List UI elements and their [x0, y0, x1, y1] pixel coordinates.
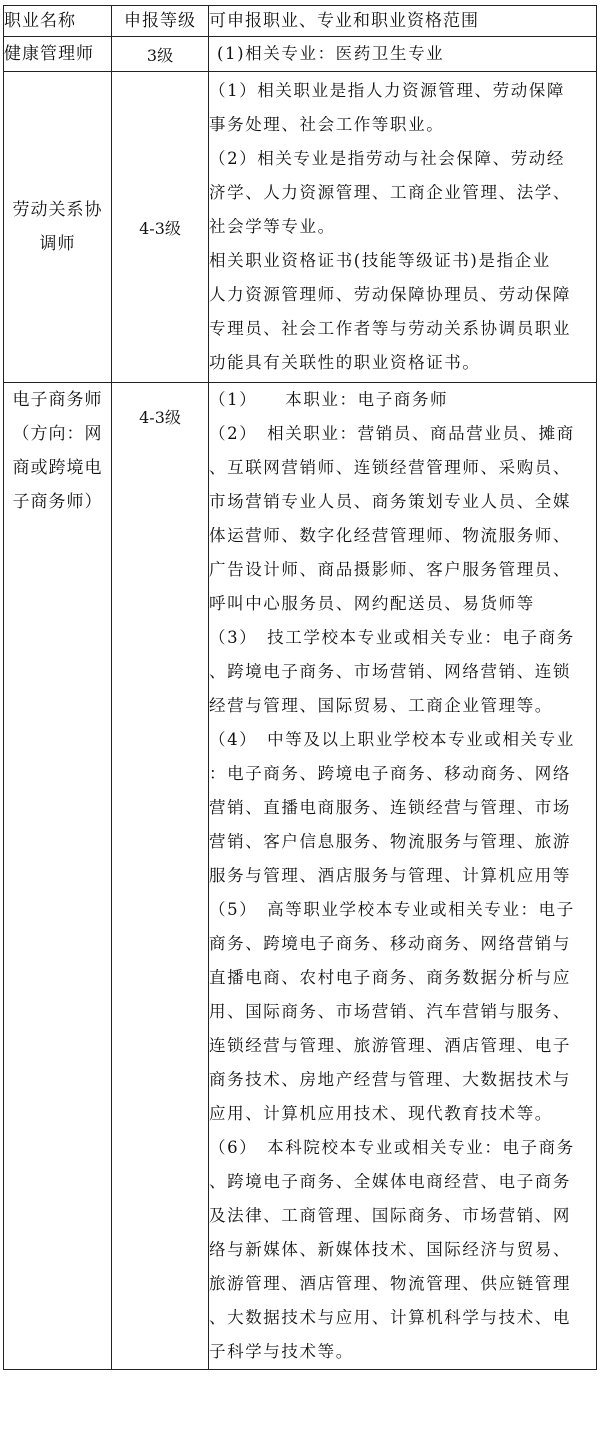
scope-line: （1） 本职业：电子商务师 [209, 390, 449, 409]
table-row [4, 37, 597, 72]
scope-line: ：电子商务、跨境电子商务、移动商务、网络 [209, 764, 571, 783]
scope-line: 社会学等专业。 [209, 217, 336, 236]
scope-line: 旅游管理、酒店管理、物流管理、供应链管理 [209, 1274, 571, 1293]
occupation-name-line: 子商务师） [12, 492, 103, 512]
scope-line: 市场营销专业人员、商务策划专业人员、全媒 [209, 492, 571, 511]
scope-line: 人力资源管理师、劳动保障协理员、劳动保障 [209, 285, 571, 304]
scope-line: 服务与管理、酒店服务与管理、计算机应用等 [209, 866, 571, 885]
scope-line: 、互联网营销师、连锁经营管理师、采购员、 [209, 458, 571, 477]
occupation-name-line: 劳动关系协 [12, 200, 103, 220]
level-cell: 4-3级 [112, 383, 209, 1370]
scope-line: 子科学与技术等。 [209, 1342, 354, 1361]
level-cell: 4-3级 [112, 72, 209, 383]
scope-line: （5） 高等职业学校本专业或相关专业：电子 [209, 900, 575, 919]
scope-line: 事务处理、社会工作等职业。 [209, 115, 445, 134]
scope-line: （2） 相关职业：营销员、商品营业员、摊商 [209, 424, 575, 443]
header-occupation-name: 职业名称 [4, 6, 112, 37]
scope-line: 体运营师、数字化经营管理师、物流服务师、 [209, 526, 571, 545]
scope-line: 直播电商、农村电子商务、商务数据分析与应 [209, 968, 571, 987]
scope-line: 、跨境电子商务、市场营销、网络营销、连锁 [209, 662, 571, 681]
scope-line: 专理员、社会工作者等与劳动关系协调员职业 [209, 319, 571, 338]
scope-line: 呼叫中心服务员、网约配送员、易货师等 [209, 594, 535, 613]
occupation-name-line: 电子商务师 [12, 390, 103, 410]
scope-line: 连锁经营与管理、旅游管理、酒店管理、电子 [209, 1036, 571, 1055]
scope-line: 经营与管理、国际贸易、工商企业管理等。 [209, 696, 553, 715]
occupation-name-line: （方向：网 [12, 424, 103, 444]
occupation-name-line: 商或跨境电 [12, 458, 103, 478]
occupation-name-line: 健康管理师 [4, 44, 94, 64]
scope-line: 用、国际商务、市场营销、汽车营销与服务、 [209, 1002, 571, 1021]
scope-line: 、跨境电子商务、全媒体电商经营、电子商务 [209, 1172, 571, 1191]
occupation-name-cell [4, 383, 112, 1370]
level-cell: 3级 [112, 37, 209, 72]
scope-line: 营销、直播电商服务、连锁经营与管理、市场 [209, 798, 571, 817]
scope-line: （6） 本科院校本专业或相关专业：电子商务 [209, 1138, 575, 1157]
scope-line: （2）相关专业是指劳动与社会保障、劳动经 [209, 149, 565, 168]
scope-line: 广告设计师、商品摄影师、客户服务管理员、 [209, 560, 571, 579]
occupation-name-cell [4, 72, 112, 383]
header-scope: 可申报职业、专业和职业资格范围 [209, 6, 597, 37]
table-row [4, 383, 597, 1370]
table-row [4, 72, 597, 383]
scope-line: 应用、计算机应用技术、现代教育技术等。 [209, 1104, 553, 1123]
scope-cell [209, 383, 597, 1370]
scope-line: 商务、跨境电子商务、移动商务、网络营销与 [209, 934, 571, 953]
scope-line: 及法律、工商管理、国际商务、市场营销、网 [209, 1206, 571, 1225]
scope-line: 营销、客户信息服务、物流服务与管理、旅游 [209, 832, 571, 851]
occupation-name-line: 调师 [39, 234, 76, 254]
header-row [4, 6, 597, 37]
occupation-name-cell [4, 37, 112, 72]
scope-line: 相关职业资格证书(技能等级证书)是指企业 [209, 251, 551, 270]
scope-line: 、大数据技术与应用、计算机科学与技术、电 [209, 1308, 571, 1327]
qualification-table [3, 5, 597, 1370]
scope-line: (1)相关专业：医药卫生专业 [217, 44, 445, 63]
scope-line: 济学、人力资源管理、工商企业管理、法学、 [209, 183, 571, 202]
scope-line: 功能具有关联性的职业资格证书。 [209, 353, 481, 372]
scope-line: （1）相关职业是指人力资源管理、劳动保障 [209, 81, 565, 100]
header-level: 申报等级 [112, 6, 209, 37]
scope-cell [209, 37, 597, 72]
scope-cell [209, 72, 597, 383]
scope-line: （4） 中等及以上职业学校本专业或相关专业 [209, 730, 575, 749]
scope-line: 络与新媒体、新媒体技术、国际经济与贸易、 [209, 1240, 571, 1259]
scope-line: 商务技术、房地产经营与管理、大数据技术与 [209, 1070, 571, 1089]
scope-line: （3） 技工学校本专业或相关专业：电子商务 [209, 628, 575, 647]
